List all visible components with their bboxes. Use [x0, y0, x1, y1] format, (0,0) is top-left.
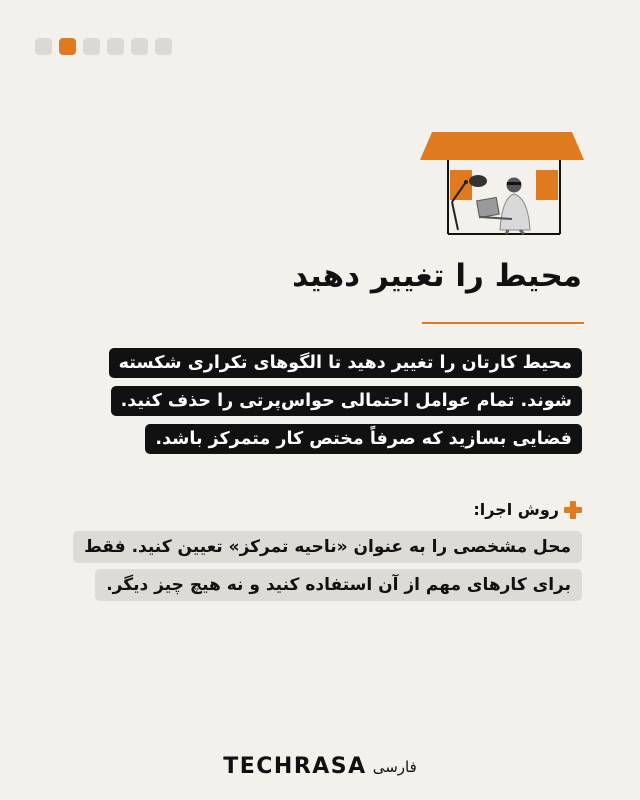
pager-dot-active: [59, 38, 76, 55]
brand-name-fa: فارسی: [372, 757, 417, 776]
brand-logo: [0, 754, 640, 779]
pager-dot: [131, 38, 148, 55]
page-title: محیط را تغییر دهید: [292, 258, 582, 294]
paragraph-line: شوند. تمام عوامل احتمالی حواس‌پرتی را حذف کنید.: [111, 386, 582, 416]
pager-dot: [155, 38, 172, 55]
how-to-steps: [42, 531, 582, 607]
pager-dot: [35, 38, 52, 55]
title-divider: [422, 322, 584, 324]
pager-dots: [35, 38, 172, 55]
paragraph-line: فضایی بسازید که صرفاً مختص کار متمرکز باشد.: [145, 424, 582, 454]
step-line: محل مشخصی را به عنوان «ناحیه تمرکز» تعیین کنید. فقط: [73, 531, 582, 563]
pager-dot: [83, 38, 100, 55]
how-to-heading: [473, 500, 582, 519]
step-line: برای کارهای مهم از آن استفاده کنید و نه هیچ چیز دیگر.: [95, 569, 582, 601]
paragraph-line: محیط کارتان را تغییر دهید تا الگوهای تکراری شکسته: [109, 348, 582, 378]
how-to-label: روش اجرا:: [473, 500, 559, 519]
pager-dot: [107, 38, 124, 55]
house-with-person-laptop-icon: [420, 130, 585, 236]
description-paragraph: [42, 348, 582, 462]
plus-icon: [564, 501, 582, 519]
brand-name-en: TECHRASA: [223, 754, 367, 779]
